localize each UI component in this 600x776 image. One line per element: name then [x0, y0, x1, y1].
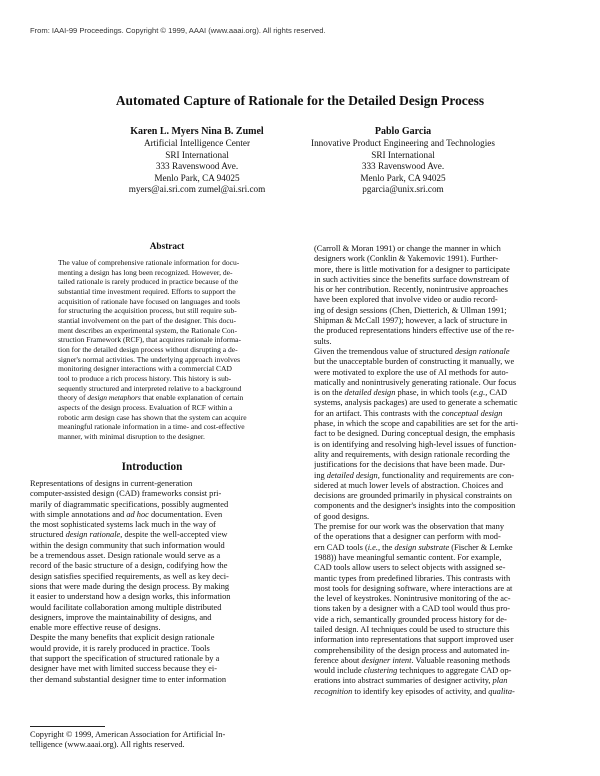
text-line: with simple annotations and ad hoc documentation. Even: [30, 509, 223, 519]
text-line: comprehensibility of the design process and automated in-: [314, 645, 510, 655]
author-names-left: Karen L. Myers Nina B. Zumel: [130, 126, 264, 137]
text-line: is on identifying and resolving high-level issues of function-: [314, 439, 517, 449]
text-line: be a tremendous asset. Design rationale would serve as a: [30, 551, 221, 561]
text-line: menting a design has long been recognized. However, de-: [58, 267, 233, 277]
author-block-right: [296, 125, 510, 196]
text-line: it easier to understand how a design works, this information: [30, 592, 231, 602]
text-line: in such activities since the benefits surface downstream of: [314, 274, 509, 284]
text-line: aspects of the design process. Evaluation of RCF within a: [58, 402, 233, 412]
text-line: ern CAD tools (i.e., the design substrate (Fischer & Lemke: [314, 542, 513, 552]
text-line: structured design rationale, despite the well-accepted view: [30, 530, 228, 540]
text-line: tailed design. AI techniques could be used to structure this: [314, 624, 510, 634]
paper-title: Automated Capture of Rationale for the Detailed Design Process: [115, 93, 485, 108]
author-block-left: [90, 125, 304, 196]
text-line: (Carroll & Moran 1991) or change the manner in which: [314, 244, 501, 253]
text-line: record of the basic structure of a design, codifying how the: [30, 561, 228, 571]
text-line: for structuring the acquisition process, but still require sub-: [58, 306, 237, 316]
text-line: Shipman & McCall 1997); however, a lack of structure in: [314, 316, 508, 326]
text-line: phase, in which the scope and capabilities are set for the arti-: [314, 419, 519, 429]
text-line: The premise for our work was the observation that many: [314, 522, 505, 532]
text-line: ment describes an experimental system, the Rationale Con-: [58, 325, 237, 335]
text-line: ther demand substantial designer time to enter information: [30, 674, 227, 684]
text-line: enable more effective reuse of designs.: [30, 623, 161, 633]
text-line: Representations of designs in current-generation: [30, 479, 193, 488]
text-line: struction Framework (RCF), that acquires rationale informa-: [58, 335, 241, 345]
text-line: tool to produce a rich process history. This history is sub-: [58, 373, 232, 383]
text-line: for an artifact. This contrasts with the conceptual design: [314, 408, 503, 418]
text-line: vide a rich, semantically grounded process history for de-: [314, 614, 507, 624]
text-line: CAD tools allow users to select objects with assigned se-: [314, 563, 506, 573]
text-line: computer-assisted design (CAD) frameworks consist pri-: [30, 489, 222, 499]
text-line: mantic types from predefined libraries. This contrasts with: [314, 573, 511, 583]
text-line: designers, improve the maintainability of designs, and: [30, 612, 212, 622]
text-line: have been explored that involve video or audio record-: [314, 295, 498, 305]
text-line: within the design community that such information would: [30, 540, 225, 550]
text-line: information into representations that support improved user: [314, 635, 514, 645]
footnote-rule: [30, 726, 105, 727]
text-line: but the unacceptable burden of constructing it manually, we: [314, 357, 515, 367]
introduction-body: [30, 479, 296, 685]
text-line: would provide, it is rarely produced in practice. Tools: [30, 643, 210, 653]
proceedings-header: From: IAAI-99 Proceedings. Copyright © 1999, AAAI (www.aaai.org). All rights reserved.: [30, 26, 326, 35]
affiliation-line: 333 Ravenswood Ave.: [361, 161, 445, 172]
text-line: the level of keystrokes. Nonintrusive monitoring of the ac-: [314, 594, 511, 604]
text-line: components and the designer's insights into the composition: [314, 501, 516, 511]
text-line: substantial time investment required. Efforts to support the: [58, 286, 236, 296]
text-line: telligence (www.aaai.org). All rights reserved.: [30, 740, 185, 750]
text-line: ality and requirements, with design rationale recording the: [314, 449, 510, 459]
text-line: fact to be designed. During conceptual design, the emphasis: [314, 429, 515, 439]
text-line: robotic arm design case has shown that the system can acquire: [58, 412, 247, 422]
text-line: Despite the many benefits that explicit design rationale: [30, 633, 215, 643]
text-line: meaningful rationale information in a time- and cost-effective: [58, 422, 245, 432]
text-line: the produced representations hinders effective use of the re-: [314, 326, 515, 336]
text-line: manner, with minimal disruption to the designer.: [58, 431, 205, 441]
text-line: more, there is little motivation for a designer to participate: [314, 264, 510, 274]
text-line: recognition to identify key episodes of activity, and qualita-: [314, 686, 515, 696]
text-line: would facilitate collaboration among multiple distributed: [30, 602, 222, 612]
affiliation-line: Innovative Product Engineering and Technologies: [311, 138, 495, 148]
text-line: theory of design metaphors that enable explanation of certain: [58, 393, 244, 403]
text-line: is on the detailed design phase, in which tools (e.g., CAD: [314, 388, 508, 398]
text-line: tion for the detailed design process without disrupting a de-: [58, 344, 238, 354]
text-line: decisions are grounded primarily in physical constraints on: [314, 491, 512, 501]
author-email-right: pgarcia@unix.sri.com: [362, 184, 444, 195]
abstract-heading: Abstract: [149, 242, 185, 252]
affiliation-line: Menlo Park, CA 94025: [154, 172, 240, 183]
text-line: were motivated to explore the use of AI methods for auto-: [314, 367, 509, 377]
affiliation-line: Menlo Park, CA 94025: [360, 172, 446, 183]
text-line: ing of design sessions (Chen, Dietterich, & Ullman 1991;: [314, 305, 507, 315]
text-line: signer's normal activities. The underlying approach involves: [58, 354, 241, 364]
copyright-footnote: [30, 730, 296, 751]
affiliation-line: SRI International: [165, 149, 229, 160]
affiliation-line: 333 Ravenswood Ave.: [155, 161, 239, 172]
text-line: ference about designer intent. Valuable reasoning methods: [314, 655, 510, 665]
text-line: tailed rationale is rarely produced in practice because of the: [58, 277, 238, 287]
text-line: that support the specification of structured rationale by a: [30, 654, 220, 664]
text-line: acquisition of rationale have focused on languages and tools: [58, 296, 240, 306]
text-line: erations into abstract summaries of designer activity, plan: [314, 676, 508, 686]
text-line: Given the tremendous value of structured design rationale: [314, 346, 510, 356]
text-line: would include clustering techniques to aggregate CAD op-: [314, 666, 512, 676]
text-line: design satisfies specified requirements, as well as key deci-: [30, 571, 229, 581]
text-line: matically and nonintrusively generating rationale. Our focus: [314, 377, 517, 387]
text-line: Copyright © 1999, American Association for Artificial In-: [30, 730, 226, 739]
text-line: the most sophisticated systems lack much in the way of: [30, 520, 216, 530]
author-names-right: Pablo Garcia: [374, 126, 432, 137]
affiliation-line: SRI International: [371, 149, 435, 160]
text-line: sequently structured and interpreted relative to a background: [58, 383, 242, 393]
text-line: sions that were made during the design process. By making: [30, 581, 230, 591]
text-line: sidered at much lower levels of abstraction. Choices and: [314, 480, 504, 490]
text-line: of the operations that a designer can perform with mod-: [314, 532, 501, 542]
text-line: justifications for the decisions that have been made. Dur-: [314, 460, 506, 470]
text-line: stantial involvement on the part of the designer. This docu-: [58, 315, 237, 325]
introduction-heading: Introduction: [121, 461, 183, 473]
text-line: The value of comprehensive rationale information for docu-: [58, 258, 240, 267]
text-line: designers work (Conklin & Yakemovic 1991). Further-: [314, 254, 499, 264]
author-email-left: myers@ai.sri.com zumel@ai.sri.com: [128, 184, 266, 195]
text-line: of good designs.: [314, 511, 370, 521]
text-line: tions taken by a designer with a CAD tool would thus pro-: [314, 604, 511, 614]
right-column-body: [314, 244, 576, 697]
text-line: most tools for designing software, where interactions are at: [314, 583, 513, 593]
text-line: marily of diagrammatic specifications, possibly augmented: [30, 499, 229, 509]
text-line: sults.: [314, 336, 332, 346]
text-line: systems, analysis packages) are used to generate a schematic: [314, 398, 518, 408]
abstract-body: [58, 258, 294, 441]
affiliation-line: Artificial Intelligence Center: [143, 138, 251, 148]
text-line: his or her contribution. Recently, nonintrusive approaches: [314, 285, 508, 295]
text-line: ing detailed design, functionality and requirements are con-: [314, 470, 515, 480]
text-line: designer have met with limited success because they ei-: [30, 664, 217, 674]
text-line: monitoring designer interactions with a commercial CAD: [58, 364, 232, 374]
text-line: 1988)) have meaningful semantic content. For example,: [314, 552, 502, 562]
